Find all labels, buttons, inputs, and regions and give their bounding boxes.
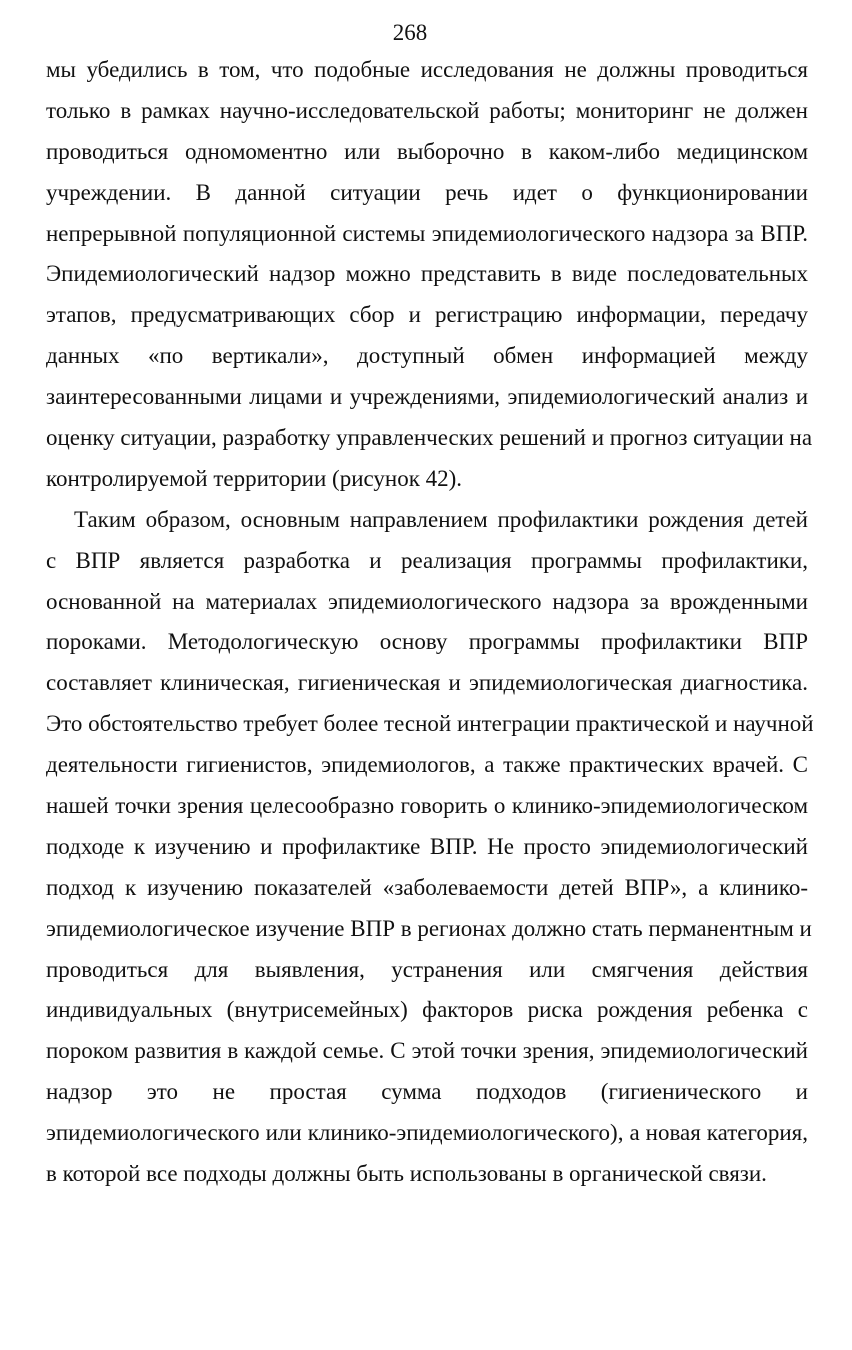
text-line: подход к изучению показателей «заболеваемости детей ВПР», а клинико- xyxy=(46,874,808,900)
text-line: Это обстоятельство требует более тесной интеграции практической и научной xyxy=(46,711,814,737)
text-line: оценку ситуации, разработку управленческих решений и прогноз ситуации на xyxy=(46,425,813,451)
text-line: основанной на материалах эпидемиологического надзора за врожденными xyxy=(46,588,808,614)
text-line: Таким образом, основным направлением профилактики рождения детей xyxy=(74,506,808,532)
text-line: нашей точки зрения целесообразно говорить о клинико-эпидемиологическом xyxy=(46,793,808,819)
text-line: контролируемой территории (рисунок 42). xyxy=(46,465,463,491)
text-line: этапов, предусматривающих сбор и регистрацию информации, передачу xyxy=(46,302,808,328)
text-line: непрерывной популяционной системы эпидемиологического надзора за ВПР. xyxy=(46,220,808,246)
text-line: проводиться одномоментно или выборочно в каком-либо медицинском xyxy=(46,138,808,164)
text-line: пороком развития в каждой семье. С этой точки зрения, эпидемиологический xyxy=(46,1038,808,1064)
text-line: пороками. Методологическую основу программы профилактики ВПР xyxy=(46,629,808,655)
text-line: только в рамках научно-исследовательской работы; мониторинг не должен xyxy=(46,97,808,123)
page-number: 268 xyxy=(392,20,428,45)
text-line: эпидемиологическое изучение ВПР в регионах должно стать перманентным и xyxy=(46,915,812,941)
text-line: мы убедились в том, что подобные исследования не должны проводиться xyxy=(46,57,808,82)
paragraph-2 xyxy=(46,500,814,1195)
text-line: Эпидемиологический надзор можно представить в виде последовательных xyxy=(46,261,808,287)
text-line: с ВПР является разработка и реализация программы профилактики, xyxy=(46,547,808,573)
text-line: заинтересованными лицами и учреждениями, эпидемиологический анализ и xyxy=(46,384,808,410)
text-line: данных «по вертикали», доступный обмен информацией между xyxy=(46,343,808,369)
text-line: составляет клиническая, гигиеническая и эпидемиологическая диагностика. xyxy=(46,670,808,696)
text-line: надзор это не простая сумма подходов (гигиенического и xyxy=(46,1079,808,1105)
text-line: эпидемиологического или клинико-эпидемиологического), а новая категория, xyxy=(46,1120,808,1146)
text-line: учреждении. В данной ситуации речь идет о функционировании xyxy=(46,179,808,205)
text-line: в которой все подходы должны быть использованы в органической связи. xyxy=(46,1161,767,1187)
text-line: подходе к изучению и профилактике ВПР. Не просто эпидемиологический xyxy=(46,833,808,859)
body-text xyxy=(46,50,814,1195)
text-line: деятельности гигиенистов, эпидемиологов, а также практических врачей. С xyxy=(46,752,808,778)
text-line: индивидуальных (внутрисемейных) факторов риска рождения ребенка с xyxy=(46,997,808,1023)
text-line: проводиться для выявления, устранения или смягчения действия xyxy=(46,956,808,982)
paragraph-1 xyxy=(46,50,813,500)
